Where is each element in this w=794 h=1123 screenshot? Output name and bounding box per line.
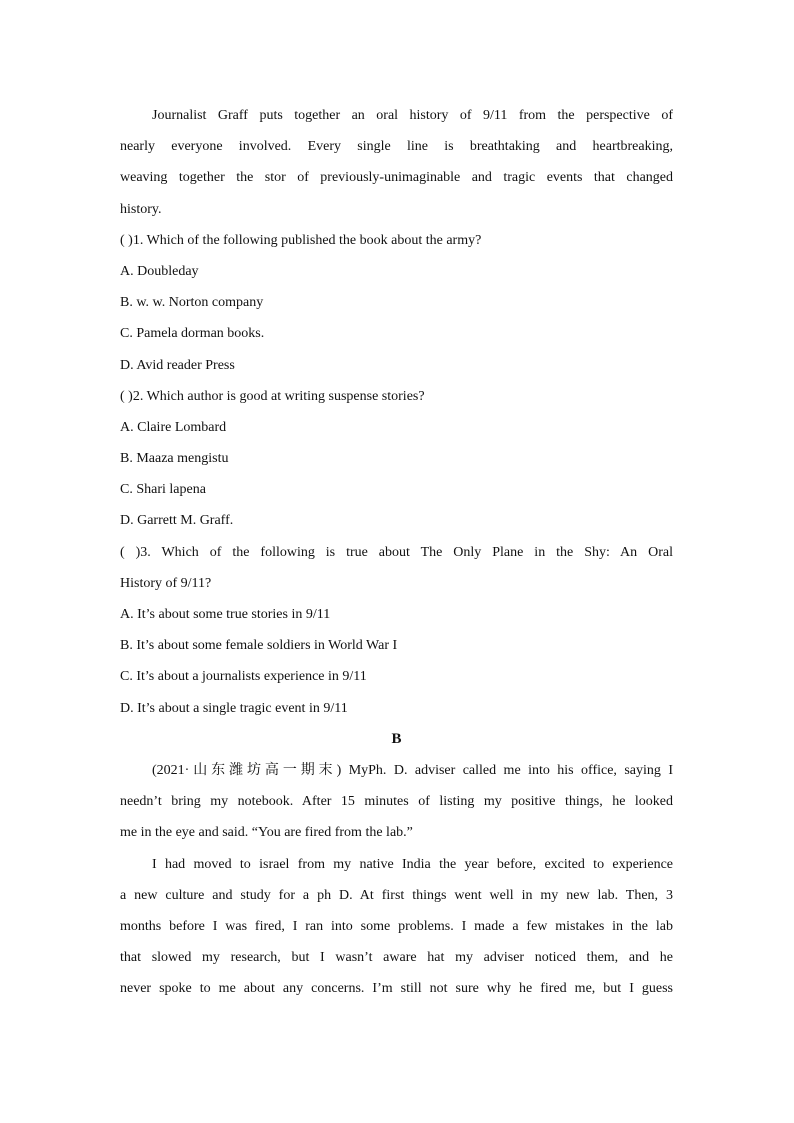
paragraph-line: (2021·山东潍坊高一期末) MyPh. D. adviser called me into his office, saying I	[152, 762, 673, 778]
document-body	[120, 100, 673, 1004]
option-a: A. Doubleday	[120, 263, 199, 279]
paragraph-line: history.	[120, 201, 162, 217]
option-d: D. Garrett M. Graff.	[120, 513, 234, 529]
option-a: A. Claire Lombard	[120, 419, 227, 435]
paragraph-line: I had moved to israel from my native India the year before, excited to experience	[152, 856, 673, 872]
paragraph-line: a new culture and study for a ph D. At first things went well in my new lab. Then, 3	[120, 887, 673, 903]
question-2	[120, 381, 673, 537]
option-b: B. Maaza mengistu	[120, 451, 229, 467]
option-c: C. Pamela dorman books.	[120, 326, 265, 342]
question-stem: ( )3. Which of the following is true about The Only Plane in the Shy: An Oral	[120, 544, 673, 560]
option-d: D. It’s about a single tragic event in 9/11	[120, 700, 348, 716]
option-c: C. It’s about a journalists experience in 9/11	[120, 669, 367, 685]
question-stem: ( )1. Which of the following published the book about the army?	[120, 232, 482, 248]
option-d: D. Avid reader Press	[120, 357, 235, 373]
paragraph-line: months before I was fired, I ran into some problems. I made a few mistakes in the lab	[120, 918, 673, 934]
section-b-paragraph-1	[120, 755, 673, 849]
option-c: C. Shari lapena	[120, 482, 206, 498]
paragraph-line: that slowed my research, but I wasn’t aware hat my adviser noticed them, and he	[120, 950, 673, 966]
passage-a-ending	[120, 100, 673, 225]
section-b-paragraph-2	[120, 849, 673, 1005]
paragraph-line: weaving together the stor of previously-unimaginable and tragic events that changed	[120, 170, 673, 186]
question-stem: ( )2. Which author is good at writing suspense stories?	[120, 388, 425, 404]
section-heading: B	[391, 730, 402, 747]
paragraph-line: needn’t bring my notebook. After 15 minutes of listing my positive things, he looked	[120, 794, 673, 810]
question-3	[120, 537, 673, 724]
paragraph-line: Journalist Graff puts together an oral history of 9/11 from the perspective of	[152, 108, 673, 123]
paragraph-line: me in the eye and said. “You are fired from the lab.”	[120, 825, 413, 841]
paragraph-line: nearly everyone involved. Every single line is breathtaking and heartbreaking,	[120, 139, 673, 155]
paragraph-line: never spoke to me about any concerns. I’m still not sure why he fired me, but I guess	[120, 981, 673, 997]
question-stem-continued: History of 9/11?	[120, 575, 212, 591]
option-b: B. w. w. Norton company	[120, 295, 264, 311]
option-a: A. It’s about some true stories in 9/11	[120, 607, 331, 622]
question-1	[120, 225, 673, 381]
option-b: B. It’s about some female soldiers in World War I	[120, 638, 398, 654]
